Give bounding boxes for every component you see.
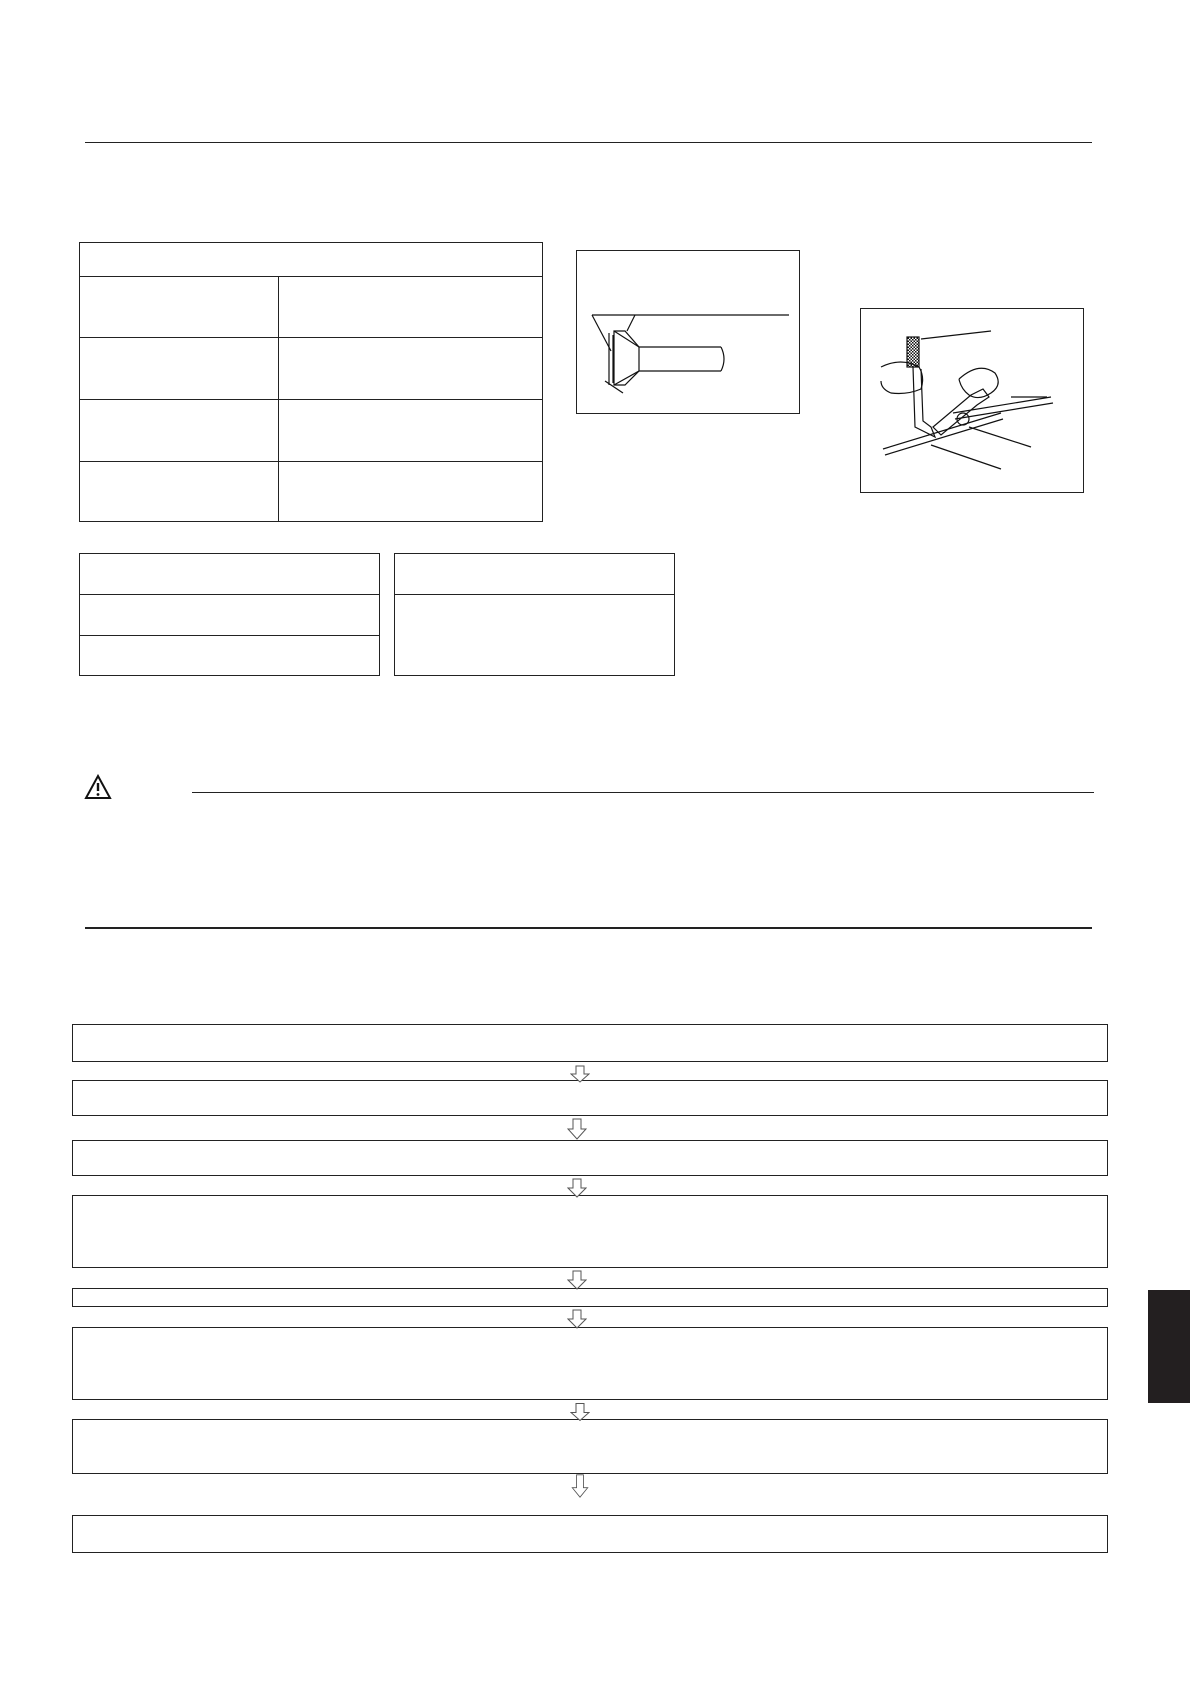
warning-triangle-icon — [84, 774, 112, 800]
flow-step-7 — [72, 1419, 1108, 1474]
torque-wrench-figure — [860, 308, 1084, 493]
caution-rule — [192, 792, 1094, 793]
spec-row-4-left — [80, 462, 278, 521]
flared-pipe-figure — [576, 250, 800, 414]
down-arrow-icon — [570, 1062, 590, 1086]
flow-step-4 — [72, 1195, 1108, 1268]
small-right-header — [395, 554, 674, 594]
caution-heading — [84, 774, 1094, 804]
flow-step-5 — [72, 1288, 1108, 1307]
spec-row-1-right — [279, 277, 542, 337]
small-left-row-3 — [80, 636, 379, 675]
spec-row-3-left — [80, 400, 278, 460]
language-side-tab — [1148, 1290, 1190, 1403]
down-arrow-icon — [567, 1268, 587, 1292]
spec-row-4-right — [279, 462, 542, 521]
flare-pipe-icon — [577, 251, 799, 413]
spec-row-2-left — [80, 338, 278, 398]
small-table-left — [79, 553, 380, 676]
down-arrow-icon — [567, 1307, 587, 1331]
flow-step-1 — [72, 1024, 1108, 1062]
flow-step-6 — [72, 1327, 1108, 1400]
small-left-row-1 — [80, 554, 379, 594]
wrench-tightening-icon — [861, 309, 1083, 492]
small-left-row-2 — [80, 595, 379, 635]
down-arrow-icon — [567, 1176, 587, 1200]
down-arrow-icon — [570, 1400, 590, 1424]
small-right-body — [395, 595, 674, 675]
spec-row-2-right — [279, 338, 542, 398]
flow-step-3 — [72, 1140, 1108, 1176]
down-arrow-icon — [567, 1117, 587, 1141]
flow-step-8 — [72, 1515, 1108, 1553]
spec-table — [79, 242, 543, 522]
bottom-section-rule — [85, 927, 1092, 929]
spec-row-1-left — [80, 277, 278, 337]
small-table-right — [394, 553, 675, 676]
flow-step-2 — [72, 1080, 1108, 1116]
spec-table-header — [80, 243, 542, 276]
top-section-rule — [85, 142, 1092, 143]
spec-row-3-right — [279, 400, 542, 460]
down-arrow-icon — [570, 1474, 590, 1498]
